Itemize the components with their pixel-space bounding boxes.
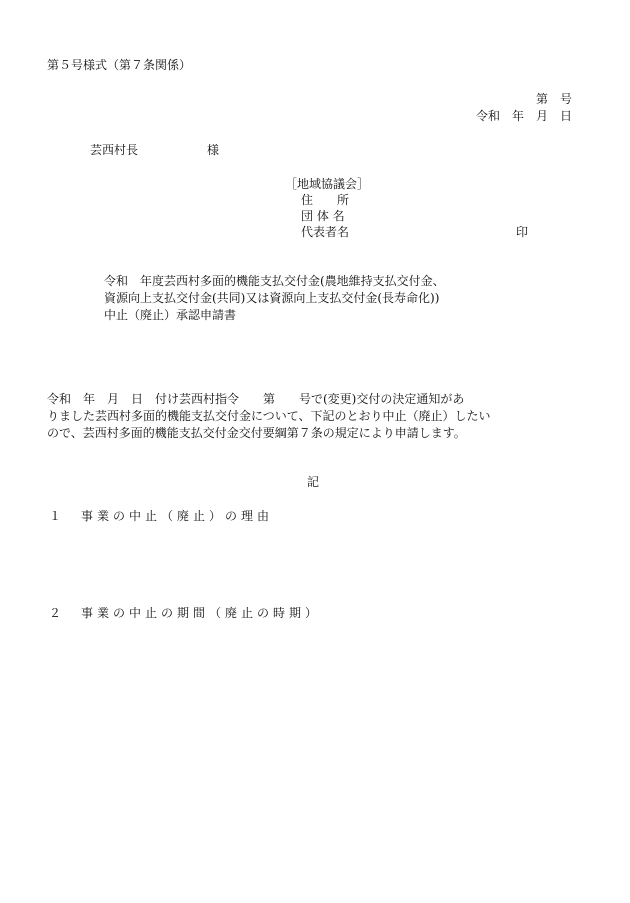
body-line: りました芸西村多面的機能支払交付金について、下記のとおり中止（廃止）したい <box>47 409 491 423</box>
subject-line: 中止（廃止）承認申請書 <box>104 308 237 322</box>
item-period: ２ 事業の中止の期間（廃止の時期） <box>49 606 322 620</box>
applicant-address-label: 住 所 <box>301 193 350 207</box>
body-line: ので、芸西村多面的機能支払交付金交付要綱第７条の規定により申請します。 <box>47 426 466 440</box>
subject-line: 令和 年度芸西村多面的機能支払交付金(農地維持支払交付金、 <box>104 274 445 288</box>
addressee-honorific: 様 <box>207 143 220 157</box>
notation-heading: 記 <box>307 475 320 489</box>
form-number: 第５号様式（第７条関係） <box>47 58 192 72</box>
item-reason: １ 事業の中止（廃止）の理由 <box>49 509 274 523</box>
document-number: 第 号 <box>535 92 572 106</box>
applicant-group-name-label: 団 体 名 <box>301 209 345 223</box>
applicant-organization: ［地域協議会］ <box>285 177 370 191</box>
addressee: 芸西村長 <box>90 143 139 157</box>
subject-line: 資源向上支払交付金(共同)又は資源向上支払交付金(長寿命化)) <box>104 291 440 305</box>
seal-mark: 印 <box>516 225 529 239</box>
body-line: 令和 年 月 日 付け芸西村指令 第 号で(変更)交付の決定通知があ <box>47 392 465 406</box>
document-date: 令和 年 月 日 <box>475 109 572 123</box>
applicant-representative-label: 代表者名 <box>301 225 350 239</box>
